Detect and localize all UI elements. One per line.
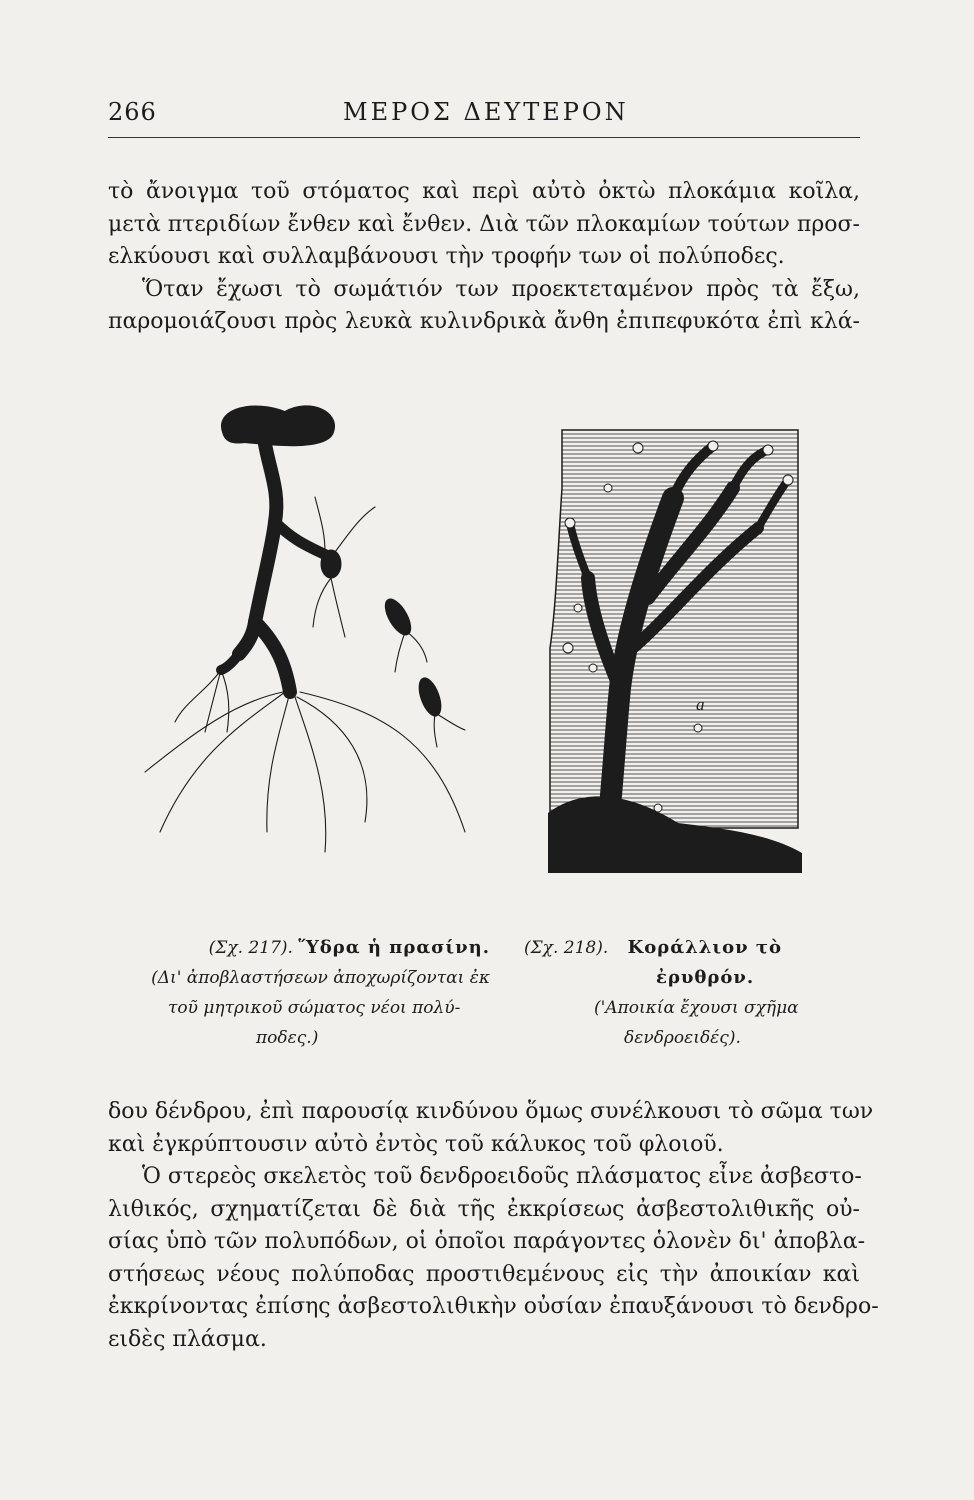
coral-illustration xyxy=(548,428,802,873)
figure-218-caption xyxy=(524,933,844,1053)
caption-line: ('Αποικία ἔχουσι σχῆμα xyxy=(594,998,799,1018)
caption-line: τοῦ μητρικοῦ σώματος νέοι πολύ- xyxy=(168,998,461,1018)
figure-218-title-cont: ἐρυθρόν. xyxy=(656,967,755,988)
text-line: μετὰ πτεριδίων ἔνθεν καὶ ἔνθεν. Διὰ τῶν πλοκαμίων τούτων προσ- xyxy=(108,211,860,237)
page-number: 266 xyxy=(108,98,157,126)
caption-line: δενδροειδές). xyxy=(624,1028,741,1048)
text-line: ελκύουσι καὶ συλλαμβάνουσι τὴν τροφήν των οἱ πολύποδες. xyxy=(108,244,785,269)
figure-217-caption xyxy=(140,933,490,1053)
figure-218-label: (Σχ. 218). xyxy=(524,938,609,958)
caption-line: ποδες.) xyxy=(256,1028,319,1048)
text-line: δου δένδρου, ἐπὶ παρουσίᾳ κινδύνου ὅμως συνέλκουσι τὸ σῶμα των xyxy=(108,1099,874,1124)
text-line: τὸ ἄνοιγμα τοῦ στόματος καὶ περὶ αὐτὸ ὀκτὼ πλοκάμια κοῖλα, xyxy=(108,179,860,204)
text-line: λιθικός, σχηματίζεται δὲ διὰ τῆς ἐκκρίσεως ἀσβεστολιθικῆς οὐ- xyxy=(108,1196,860,1222)
figure-218-title: Κοράλλιον τὸ xyxy=(627,937,782,958)
bottom-paragraph xyxy=(108,1096,879,1356)
text-line: ἐκκρίνοντας ἐπίσης ἀσβεστολιθικὴν οὐσίαν ἐπαυξάνουσι τὸ δενδρο- xyxy=(108,1294,879,1319)
page-header xyxy=(108,98,860,132)
hydra-illustration xyxy=(135,392,495,872)
text-line: σίας ὑπὸ τῶν πολυπόδων, οἱ ὁποῖοι παράγοντες ὁλονὲν δι' ἀποβλα- xyxy=(108,1229,866,1254)
text-line: στήσεως νέους πολύποδας προστιθεμένους εἰς τὴν ἀποικίαν καὶ xyxy=(108,1261,860,1287)
figure-217-label: (Σχ. 217). xyxy=(208,938,293,958)
text-line: ειδὲς πλάσμα. xyxy=(108,1326,267,1352)
text-line: παρομοιάζουσι πρὸς λευκὰ κυλινδρικὰ ἄνθη ἐπιπεφυκότα ἐπὶ κλά- xyxy=(108,309,860,334)
text-line: Ὁ στερεὸς σκελετὸς τοῦ δενδροειδοῦς πλάσματος εἶνε ἀσβεστο- xyxy=(142,1164,862,1189)
figure-marker-a: a xyxy=(696,695,705,714)
running-title: ΜΕΡΟΣ ΔΕΥΤΕΡΟΝ xyxy=(343,98,629,126)
figure-217-title: Ὕδρα ἡ πρασίνη. xyxy=(298,937,490,958)
top-paragraph xyxy=(108,176,860,339)
text-line: καὶ ἐγκρύπτουσιν αὐτὸ ἐντὸς τοῦ κάλυκος τοῦ φλοιοῦ. xyxy=(108,1131,724,1157)
text-line: Ὅταν ἔχωσι τὸ σωμάτιόν των προεκτεταμένον πρὸς τὰ ἔξω, xyxy=(142,276,860,302)
caption-line: (Δι' ἀποβλαστήσεων ἀποχωρίζονται ἐκ xyxy=(151,968,490,988)
header-rule xyxy=(108,137,860,138)
